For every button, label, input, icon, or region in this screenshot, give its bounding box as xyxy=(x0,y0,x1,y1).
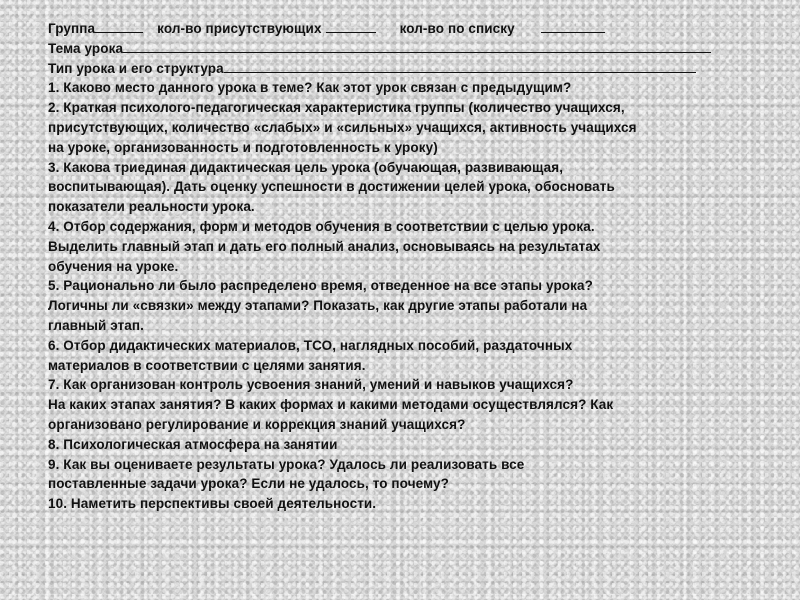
question-line: На каких этапах занятия? В каких формах и какими методами осуществлялся? Как xyxy=(48,397,614,413)
group-blank xyxy=(95,19,143,33)
question-line: Логичны ли «связки» между этапами? Показать, как другие этапы работали на xyxy=(48,298,588,314)
question-line: воспитывающая). Дать оценку успешности в достижении целей урока, обосновать xyxy=(48,179,615,195)
type-label: Тип урока и его структура xyxy=(48,60,224,76)
question-line: материалов в соответствии с целями занятия. xyxy=(48,357,366,373)
question-line: 1. Каково место данного урока в теме? Как этот урок связан с предыдущим? xyxy=(48,80,572,96)
question-line: организовано регулирование и коррекция знаний учащихся? xyxy=(48,416,466,432)
question-line: 5. Рационально ли было распределено время, отведенное на все этапы урока? xyxy=(48,278,593,294)
question-line: присутствующих, количество «слабых» и «сильных» учащихся, активность учащихся xyxy=(48,119,637,135)
present-label: кол-во присутствующих xyxy=(157,21,322,36)
list-blank xyxy=(541,19,605,33)
group-label: Группа xyxy=(48,21,96,36)
question-line: 9. Как вы оцениваете результаты урока? Удалось ли реализовать все xyxy=(48,456,525,472)
question-line: обучения на уроке. xyxy=(48,258,179,274)
question-line: Выделить главный этап и дать его полный анализ, основываясь на результатах xyxy=(48,238,601,254)
question-line: показатели реальности урока. xyxy=(48,199,255,215)
topic-row xyxy=(48,39,768,59)
question-line: 3. Какова триединая дидактическая цель урока (обучающая, развивающая, xyxy=(48,159,564,175)
question-line: 7. Как организован контроль усвоения знаний, умений и навыков учащихся? xyxy=(48,377,574,393)
question-line: 10. Наметить перспективы своей деятельности. xyxy=(48,496,377,512)
list-label: кол-во по списку xyxy=(399,21,515,36)
question-line: 4. Отбор содержания, форм и методов обучения в соответствии с целью урока. xyxy=(48,218,595,234)
question-line: поставленные задачи урока? Если не удалось, то почему? xyxy=(48,476,449,492)
type-blank xyxy=(224,59,696,73)
type-row xyxy=(48,59,768,79)
question-line: на уроке, организованность и подготовленность к уроку) xyxy=(48,139,438,155)
topic-label: Тема урока xyxy=(48,40,124,56)
question-line: 2. Краткая психолого-педагогическая характеристика группы (количество учащихся, xyxy=(48,100,625,116)
header-row xyxy=(48,19,768,39)
question-line: главный этап. xyxy=(48,317,145,333)
question-line: 6. Отбор дидактических материалов, ТСО, наглядных пособий, раздаточных xyxy=(48,337,573,353)
lesson-analysis-form xyxy=(48,19,768,514)
question-line: 8. Психологическая атмосфера на занятии xyxy=(48,436,338,452)
present-blank xyxy=(326,19,376,33)
topic-blank xyxy=(123,39,711,53)
